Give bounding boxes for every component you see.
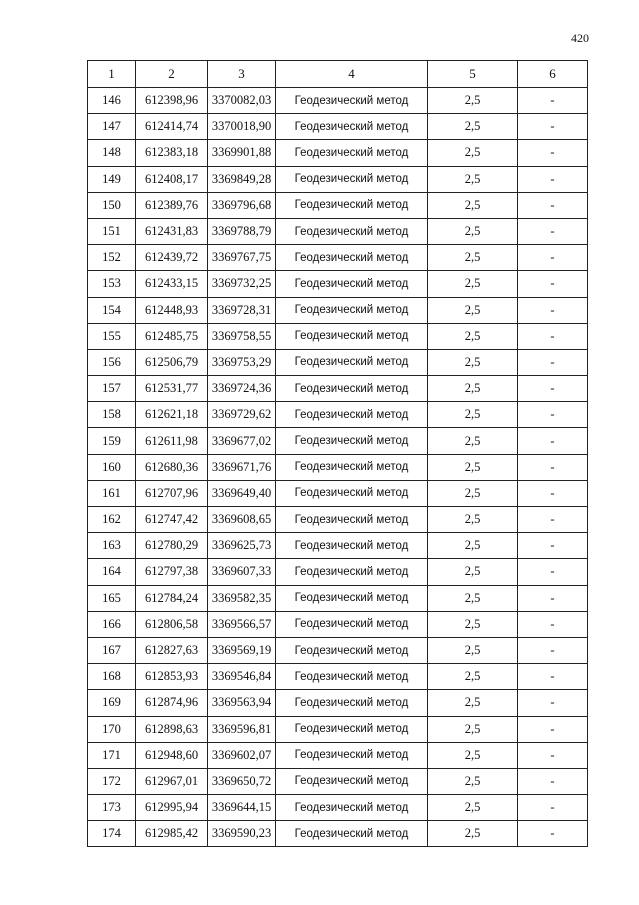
notes-cell: - xyxy=(518,821,588,847)
accuracy-cell: 2,5 xyxy=(428,376,518,402)
table-row xyxy=(88,821,588,847)
accuracy-cell: 2,5 xyxy=(428,585,518,611)
point-number-cell: 150 xyxy=(88,192,136,218)
table-row xyxy=(88,245,588,271)
accuracy-cell: 2,5 xyxy=(428,114,518,140)
method-cell: Геодезический метод xyxy=(276,349,428,375)
table-row xyxy=(88,768,588,794)
accuracy-cell: 2,5 xyxy=(428,821,518,847)
point-number-cell: 164 xyxy=(88,559,136,585)
notes-cell: - xyxy=(518,768,588,794)
accuracy-cell: 2,5 xyxy=(428,271,518,297)
point-number-cell: 148 xyxy=(88,140,136,166)
accuracy-cell: 2,5 xyxy=(428,140,518,166)
y-coordinate-cell: 3369569,19 xyxy=(208,637,276,663)
table-row xyxy=(88,323,588,349)
notes-cell: - xyxy=(518,690,588,716)
point-number-cell: 161 xyxy=(88,480,136,506)
point-number-cell: 151 xyxy=(88,218,136,244)
table-row xyxy=(88,637,588,663)
point-number-cell: 168 xyxy=(88,664,136,690)
y-coordinate-cell: 3369644,15 xyxy=(208,795,276,821)
y-coordinate-cell: 3369582,35 xyxy=(208,585,276,611)
x-coordinate-cell: 612621,18 xyxy=(136,402,208,428)
accuracy-cell: 2,5 xyxy=(428,533,518,559)
x-coordinate-cell: 612898,63 xyxy=(136,716,208,742)
table-row xyxy=(88,218,588,244)
notes-cell: - xyxy=(518,664,588,690)
accuracy-cell: 2,5 xyxy=(428,690,518,716)
x-coordinate-cell: 612408,17 xyxy=(136,166,208,192)
x-coordinate-cell: 612414,74 xyxy=(136,114,208,140)
notes-cell: - xyxy=(518,611,588,637)
method-cell: Геодезический метод xyxy=(276,271,428,297)
point-number-cell: 174 xyxy=(88,821,136,847)
method-cell: Геодезический метод xyxy=(276,297,428,323)
y-coordinate-cell: 3370082,03 xyxy=(208,88,276,114)
point-number-cell: 159 xyxy=(88,428,136,454)
notes-cell: - xyxy=(518,192,588,218)
table-row xyxy=(88,795,588,821)
method-cell: Геодезический метод xyxy=(276,323,428,349)
table-row xyxy=(88,271,588,297)
x-coordinate-cell: 612967,01 xyxy=(136,768,208,794)
accuracy-cell: 2,5 xyxy=(428,297,518,323)
method-cell: Геодезический метод xyxy=(276,454,428,480)
method-cell: Геодезический метод xyxy=(276,533,428,559)
method-cell: Геодезический метод xyxy=(276,507,428,533)
method-cell: Геодезический метод xyxy=(276,245,428,271)
column-header-y-coordinate: 3 xyxy=(208,61,276,88)
x-coordinate-cell: 612398,96 xyxy=(136,88,208,114)
notes-cell: - xyxy=(518,428,588,454)
point-number-cell: 152 xyxy=(88,245,136,271)
method-cell: Геодезический метод xyxy=(276,768,428,794)
y-coordinate-cell: 3369608,65 xyxy=(208,507,276,533)
method-cell: Геодезический метод xyxy=(276,690,428,716)
y-coordinate-cell: 3369729,62 xyxy=(208,402,276,428)
table-row xyxy=(88,428,588,454)
method-cell: Геодезический метод xyxy=(276,480,428,506)
x-coordinate-cell: 612485,75 xyxy=(136,323,208,349)
x-coordinate-cell: 612389,76 xyxy=(136,192,208,218)
table-row xyxy=(88,742,588,768)
accuracy-cell: 2,5 xyxy=(428,323,518,349)
point-number-cell: 170 xyxy=(88,716,136,742)
table-row xyxy=(88,507,588,533)
x-coordinate-cell: 612985,42 xyxy=(136,821,208,847)
y-coordinate-cell: 3370018,90 xyxy=(208,114,276,140)
method-cell: Геодезический метод xyxy=(276,192,428,218)
x-coordinate-cell: 612747,42 xyxy=(136,507,208,533)
column-header-notes: 6 xyxy=(518,61,588,88)
y-coordinate-cell: 3369788,79 xyxy=(208,218,276,244)
table-row xyxy=(88,166,588,192)
y-coordinate-cell: 3369649,40 xyxy=(208,480,276,506)
notes-cell: - xyxy=(518,218,588,244)
notes-cell: - xyxy=(518,454,588,480)
x-coordinate-cell: 612433,15 xyxy=(136,271,208,297)
x-coordinate-cell: 612853,93 xyxy=(136,664,208,690)
point-number-cell: 163 xyxy=(88,533,136,559)
notes-cell: - xyxy=(518,88,588,114)
x-coordinate-cell: 612431,83 xyxy=(136,218,208,244)
accuracy-cell: 2,5 xyxy=(428,245,518,271)
notes-cell: - xyxy=(518,637,588,663)
table-row xyxy=(88,611,588,637)
coordinates-table xyxy=(87,60,588,847)
accuracy-cell: 2,5 xyxy=(428,88,518,114)
y-coordinate-cell: 3369849,28 xyxy=(208,166,276,192)
table-row xyxy=(88,402,588,428)
table-row xyxy=(88,192,588,218)
y-coordinate-cell: 3369590,23 xyxy=(208,821,276,847)
point-number-cell: 173 xyxy=(88,795,136,821)
accuracy-cell: 2,5 xyxy=(428,166,518,192)
x-coordinate-cell: 612827,63 xyxy=(136,637,208,663)
accuracy-cell: 2,5 xyxy=(428,664,518,690)
table-row xyxy=(88,690,588,716)
accuracy-cell: 2,5 xyxy=(428,192,518,218)
y-coordinate-cell: 3369625,73 xyxy=(208,533,276,559)
notes-cell: - xyxy=(518,376,588,402)
x-coordinate-cell: 612531,77 xyxy=(136,376,208,402)
point-number-cell: 155 xyxy=(88,323,136,349)
notes-cell: - xyxy=(518,585,588,611)
point-number-cell: 165 xyxy=(88,585,136,611)
method-cell: Геодезический метод xyxy=(276,637,428,663)
method-cell: Геодезический метод xyxy=(276,559,428,585)
notes-cell: - xyxy=(518,323,588,349)
table-row xyxy=(88,114,588,140)
table-body xyxy=(88,88,588,847)
point-number-cell: 157 xyxy=(88,376,136,402)
table-row xyxy=(88,480,588,506)
notes-cell: - xyxy=(518,559,588,585)
method-cell: Геодезический метод xyxy=(276,140,428,166)
accuracy-cell: 2,5 xyxy=(428,454,518,480)
accuracy-cell: 2,5 xyxy=(428,218,518,244)
y-coordinate-cell: 3369677,02 xyxy=(208,428,276,454)
table-row xyxy=(88,88,588,114)
notes-cell: - xyxy=(518,297,588,323)
header-row xyxy=(88,61,588,88)
y-coordinate-cell: 3369546,84 xyxy=(208,664,276,690)
table-row xyxy=(88,297,588,323)
method-cell: Геодезический метод xyxy=(276,611,428,637)
x-coordinate-cell: 612874,96 xyxy=(136,690,208,716)
method-cell: Геодезический метод xyxy=(276,428,428,454)
method-cell: Геодезический метод xyxy=(276,376,428,402)
accuracy-cell: 2,5 xyxy=(428,428,518,454)
point-number-cell: 158 xyxy=(88,402,136,428)
y-coordinate-cell: 3369602,07 xyxy=(208,742,276,768)
accuracy-cell: 2,5 xyxy=(428,480,518,506)
x-coordinate-cell: 612707,96 xyxy=(136,480,208,506)
point-number-cell: 171 xyxy=(88,742,136,768)
notes-cell: - xyxy=(518,140,588,166)
x-coordinate-cell: 612806,58 xyxy=(136,611,208,637)
method-cell: Геодезический метод xyxy=(276,218,428,244)
table-row xyxy=(88,140,588,166)
table-row xyxy=(88,533,588,559)
table-row xyxy=(88,559,588,585)
method-cell: Геодезический метод xyxy=(276,795,428,821)
table-row xyxy=(88,349,588,375)
y-coordinate-cell: 3369607,33 xyxy=(208,559,276,585)
column-header-x-coordinate: 2 xyxy=(136,61,208,88)
column-header-method: 4 xyxy=(276,61,428,88)
accuracy-cell: 2,5 xyxy=(428,507,518,533)
notes-cell: - xyxy=(518,795,588,821)
table-row xyxy=(88,454,588,480)
point-number-cell: 172 xyxy=(88,768,136,794)
accuracy-cell: 2,5 xyxy=(428,611,518,637)
x-coordinate-cell: 612995,94 xyxy=(136,795,208,821)
y-coordinate-cell: 3369753,29 xyxy=(208,349,276,375)
y-coordinate-cell: 3369566,57 xyxy=(208,611,276,637)
y-coordinate-cell: 3369767,75 xyxy=(208,245,276,271)
method-cell: Геодезический метод xyxy=(276,402,428,428)
method-cell: Геодезический метод xyxy=(276,88,428,114)
point-number-cell: 149 xyxy=(88,166,136,192)
method-cell: Геодезический метод xyxy=(276,166,428,192)
accuracy-cell: 2,5 xyxy=(428,716,518,742)
notes-cell: - xyxy=(518,402,588,428)
y-coordinate-cell: 3369596,81 xyxy=(208,716,276,742)
column-header-accuracy: 5 xyxy=(428,61,518,88)
table-row xyxy=(88,716,588,742)
notes-cell: - xyxy=(518,166,588,192)
y-coordinate-cell: 3369724,36 xyxy=(208,376,276,402)
notes-cell: - xyxy=(518,533,588,559)
method-cell: Геодезический метод xyxy=(276,664,428,690)
y-coordinate-cell: 3369758,55 xyxy=(208,323,276,349)
notes-cell: - xyxy=(518,245,588,271)
x-coordinate-cell: 612439,72 xyxy=(136,245,208,271)
accuracy-cell: 2,5 xyxy=(428,349,518,375)
y-coordinate-cell: 3369796,68 xyxy=(208,192,276,218)
table-header xyxy=(88,61,588,88)
table-row xyxy=(88,664,588,690)
point-number-cell: 167 xyxy=(88,637,136,663)
table-row xyxy=(88,376,588,402)
accuracy-cell: 2,5 xyxy=(428,637,518,663)
point-number-cell: 156 xyxy=(88,349,136,375)
notes-cell: - xyxy=(518,507,588,533)
point-number-cell: 166 xyxy=(88,611,136,637)
notes-cell: - xyxy=(518,349,588,375)
notes-cell: - xyxy=(518,271,588,297)
table-row xyxy=(88,585,588,611)
x-coordinate-cell: 612506,79 xyxy=(136,349,208,375)
point-number-cell: 160 xyxy=(88,454,136,480)
point-number-cell: 147 xyxy=(88,114,136,140)
method-cell: Геодезический метод xyxy=(276,585,428,611)
column-header-point-number: 1 xyxy=(88,61,136,88)
y-coordinate-cell: 3369901,88 xyxy=(208,140,276,166)
y-coordinate-cell: 3369563,94 xyxy=(208,690,276,716)
x-coordinate-cell: 612797,38 xyxy=(136,559,208,585)
notes-cell: - xyxy=(518,742,588,768)
point-number-cell: 154 xyxy=(88,297,136,323)
y-coordinate-cell: 3369671,76 xyxy=(208,454,276,480)
point-number-cell: 169 xyxy=(88,690,136,716)
y-coordinate-cell: 3369732,25 xyxy=(208,271,276,297)
x-coordinate-cell: 612948,60 xyxy=(136,742,208,768)
x-coordinate-cell: 612611,98 xyxy=(136,428,208,454)
notes-cell: - xyxy=(518,480,588,506)
accuracy-cell: 2,5 xyxy=(428,402,518,428)
method-cell: Геодезический метод xyxy=(276,821,428,847)
point-number-cell: 153 xyxy=(88,271,136,297)
accuracy-cell: 2,5 xyxy=(428,742,518,768)
point-number-cell: 146 xyxy=(88,88,136,114)
method-cell: Геодезический метод xyxy=(276,742,428,768)
accuracy-cell: 2,5 xyxy=(428,768,518,794)
x-coordinate-cell: 612680,36 xyxy=(136,454,208,480)
point-number-cell: 162 xyxy=(88,507,136,533)
method-cell: Геодезический метод xyxy=(276,716,428,742)
x-coordinate-cell: 612780,29 xyxy=(136,533,208,559)
notes-cell: - xyxy=(518,114,588,140)
x-coordinate-cell: 612448,93 xyxy=(136,297,208,323)
method-cell: Геодезический метод xyxy=(276,114,428,140)
accuracy-cell: 2,5 xyxy=(428,559,518,585)
x-coordinate-cell: 612784,24 xyxy=(136,585,208,611)
accuracy-cell: 2,5 xyxy=(428,795,518,821)
y-coordinate-cell: 3369728,31 xyxy=(208,297,276,323)
notes-cell: - xyxy=(518,716,588,742)
page-number: 420 xyxy=(571,31,589,45)
x-coordinate-cell: 612383,18 xyxy=(136,140,208,166)
y-coordinate-cell: 3369650,72 xyxy=(208,768,276,794)
